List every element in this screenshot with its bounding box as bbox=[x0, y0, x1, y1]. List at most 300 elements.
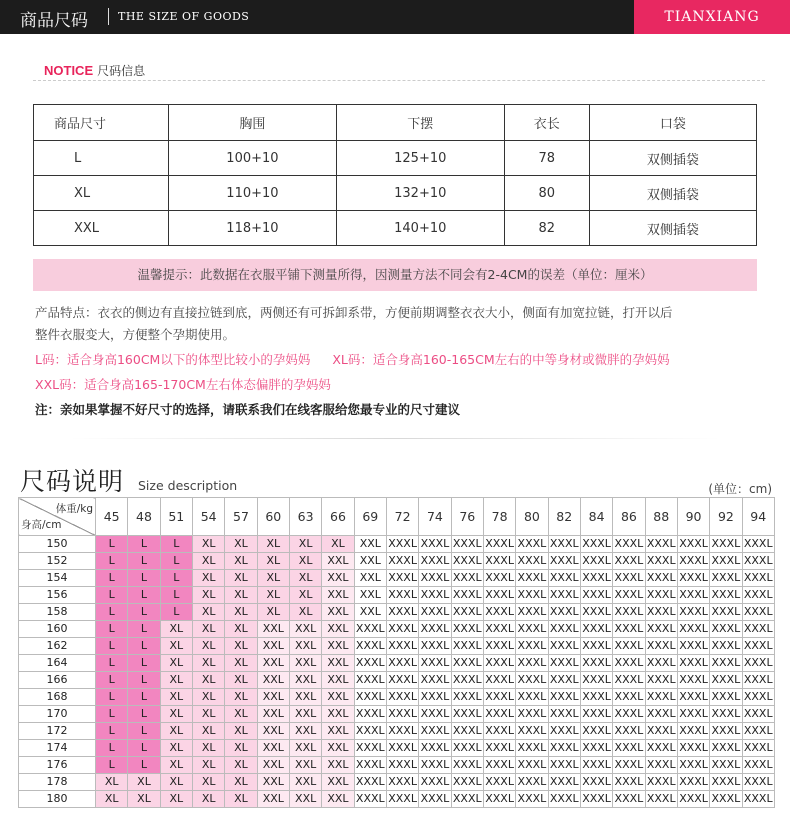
size-cell: XXXL bbox=[710, 740, 742, 757]
size-cell: XL bbox=[192, 774, 224, 791]
height-tick: 178 bbox=[19, 774, 96, 791]
size-cell: XXXL bbox=[742, 672, 774, 689]
goods-cell: 140+10 bbox=[336, 211, 504, 246]
size-cell: XL bbox=[160, 621, 192, 638]
size-cell: XXXL bbox=[354, 621, 386, 638]
size-guide-xxl: XXL码：适合身高165-170CM左右体态偏胖的孕妈妈 bbox=[35, 377, 331, 392]
size-cell: XXXL bbox=[483, 570, 515, 587]
size-advice-note: 注：亲如果掌握不好尺寸的选择，请联系我们在线客服给您最专业的尺寸建议 bbox=[35, 402, 461, 417]
size-cell: XXXL bbox=[645, 621, 677, 638]
size-cell: XXXL bbox=[645, 689, 677, 706]
size-cell: L bbox=[96, 553, 128, 570]
chart-row bbox=[19, 774, 775, 791]
chart-row bbox=[19, 757, 775, 774]
goods-cell: 132+10 bbox=[336, 176, 504, 211]
size-cell: XXXL bbox=[580, 655, 612, 672]
size-cell: XXXL bbox=[548, 604, 580, 621]
weight-tick: 78 bbox=[483, 498, 515, 536]
size-cell: XXXL bbox=[645, 706, 677, 723]
size-cell: L bbox=[96, 587, 128, 604]
size-cell: XXXL bbox=[354, 689, 386, 706]
size-cell: XXXL bbox=[516, 587, 548, 604]
size-cell: XXXL bbox=[645, 553, 677, 570]
size-cell: XXL bbox=[322, 638, 354, 655]
size-cell: XXL bbox=[257, 689, 289, 706]
chart-row bbox=[19, 723, 775, 740]
size-cell: XL bbox=[160, 723, 192, 740]
size-cell: XXXL bbox=[548, 774, 580, 791]
size-cell: XXL bbox=[322, 791, 354, 808]
size-cell: XXXL bbox=[451, 638, 483, 655]
size-cell: XXL bbox=[322, 604, 354, 621]
size-cell: XL bbox=[225, 740, 257, 757]
size-cell: XXL bbox=[322, 621, 354, 638]
size-cell: XXXL bbox=[483, 740, 515, 757]
weight-tick: 60 bbox=[257, 498, 289, 536]
size-cell: XXXL bbox=[613, 587, 645, 604]
size-cell: XL bbox=[192, 672, 224, 689]
size-cell: XL bbox=[225, 791, 257, 808]
size-cell: XXXL bbox=[451, 672, 483, 689]
size-cell: XXXL bbox=[516, 757, 548, 774]
goods-header-cell: 胸围 bbox=[169, 105, 337, 141]
size-cell: XXXL bbox=[677, 791, 709, 808]
size-cell: XXL bbox=[322, 672, 354, 689]
weight-tick: 66 bbox=[322, 498, 354, 536]
size-cell: XL bbox=[225, 723, 257, 740]
size-cell: XXL bbox=[289, 723, 321, 740]
size-cell: L bbox=[96, 536, 128, 553]
size-cell: XXXL bbox=[483, 587, 515, 604]
size-cell: XXXL bbox=[483, 706, 515, 723]
size-cell: XL bbox=[225, 655, 257, 672]
size-cell: XL bbox=[192, 553, 224, 570]
size-cell: XXXL bbox=[386, 791, 418, 808]
size-cell: XXXL bbox=[677, 774, 709, 791]
goods-cell: 78 bbox=[504, 141, 589, 176]
size-cell: XXL bbox=[289, 638, 321, 655]
size-cell: L bbox=[96, 740, 128, 757]
brand-badge: TIANXIANG bbox=[634, 0, 790, 34]
chart-row bbox=[19, 672, 775, 689]
weight-tick: 48 bbox=[128, 498, 160, 536]
size-cell: XXXL bbox=[451, 689, 483, 706]
size-cell: XL bbox=[192, 706, 224, 723]
size-cell: XXXL bbox=[580, 553, 612, 570]
size-cell: XXXL bbox=[516, 791, 548, 808]
weight-tick: 86 bbox=[613, 498, 645, 536]
feature-line-2: 整件衣服变大，方便整个孕期使用。 bbox=[35, 327, 236, 342]
size-cell: XL bbox=[225, 672, 257, 689]
goods-row bbox=[34, 141, 757, 176]
size-cell: XXXL bbox=[386, 706, 418, 723]
size-cell: XXL bbox=[322, 757, 354, 774]
size-cell: L bbox=[96, 604, 128, 621]
size-cell: XL bbox=[128, 774, 160, 791]
size-cell: XXXL bbox=[742, 740, 774, 757]
goods-header-cell: 下摆 bbox=[336, 105, 504, 141]
size-cell: XXXL bbox=[677, 553, 709, 570]
size-cell: XXL bbox=[289, 791, 321, 808]
size-cell: XXXL bbox=[483, 672, 515, 689]
size-cell: XL bbox=[289, 587, 321, 604]
size-cell: XXXL bbox=[548, 689, 580, 706]
size-cell: XXXL bbox=[516, 604, 548, 621]
size-cell: XXL bbox=[257, 774, 289, 791]
weight-axis-label: 体重/kg bbox=[55, 503, 93, 515]
size-cell: XXXL bbox=[742, 689, 774, 706]
size-cell: XXXL bbox=[710, 638, 742, 655]
size-cell: XL bbox=[225, 536, 257, 553]
size-cell: XL bbox=[257, 570, 289, 587]
size-cell: XXL bbox=[354, 587, 386, 604]
goods-cell: 100+10 bbox=[169, 141, 337, 176]
size-cell: XXXL bbox=[548, 740, 580, 757]
size-cell: XXXL bbox=[483, 689, 515, 706]
size-cell: XXXL bbox=[677, 672, 709, 689]
weight-tick: 51 bbox=[160, 498, 192, 536]
size-cell: XL bbox=[192, 536, 224, 553]
size-cell: XXXL bbox=[451, 706, 483, 723]
size-cell: XXXL bbox=[580, 757, 612, 774]
size-cell: L bbox=[128, 672, 160, 689]
size-cell: XXXL bbox=[451, 587, 483, 604]
size-cell: XXXL bbox=[613, 672, 645, 689]
goods-cell: 118+10 bbox=[169, 211, 337, 246]
notice-label-cn: 尺码信息 bbox=[97, 64, 146, 78]
goods-header-cell: 商品尺寸 bbox=[34, 105, 169, 141]
height-axis-label: 身高/cm bbox=[21, 519, 62, 531]
weight-tick: 72 bbox=[386, 498, 418, 536]
chart-row bbox=[19, 706, 775, 723]
size-cell: XXXL bbox=[548, 723, 580, 740]
size-cell: XXXL bbox=[451, 740, 483, 757]
size-cell: XXXL bbox=[548, 757, 580, 774]
size-cell: XXXL bbox=[354, 740, 386, 757]
size-cell: XXXL bbox=[742, 638, 774, 655]
size-cell: XXXL bbox=[613, 791, 645, 808]
size-cell: XXXL bbox=[548, 638, 580, 655]
goods-cell: XL bbox=[34, 176, 169, 211]
size-cell: XL bbox=[192, 587, 224, 604]
size-cell: XXXL bbox=[451, 774, 483, 791]
size-cell: L bbox=[96, 638, 128, 655]
size-cell: XXXL bbox=[677, 638, 709, 655]
weight-tick: 84 bbox=[580, 498, 612, 536]
goods-size-table bbox=[33, 104, 757, 246]
size-cell: L bbox=[96, 655, 128, 672]
size-cell: XL bbox=[192, 791, 224, 808]
size-cell: XXXL bbox=[548, 570, 580, 587]
page-header bbox=[0, 0, 790, 34]
size-cell: XL bbox=[160, 689, 192, 706]
size-cell: XXXL bbox=[645, 570, 677, 587]
size-cell: L bbox=[96, 621, 128, 638]
goods-cell: 80 bbox=[504, 176, 589, 211]
size-cell: XL bbox=[192, 723, 224, 740]
size-cell: XXXL bbox=[742, 791, 774, 808]
size-cell: XL bbox=[160, 774, 192, 791]
size-cell: XL bbox=[160, 655, 192, 672]
size-cell: XXXL bbox=[483, 757, 515, 774]
size-cell: XL bbox=[289, 570, 321, 587]
chart-row bbox=[19, 587, 775, 604]
size-cell: XL bbox=[225, 706, 257, 723]
size-cell: XXXL bbox=[677, 706, 709, 723]
size-cell: XXXL bbox=[483, 621, 515, 638]
size-cell: XXXL bbox=[742, 570, 774, 587]
size-cell: XXXL bbox=[677, 536, 709, 553]
size-cell: XL bbox=[322, 536, 354, 553]
size-cell: XXXL bbox=[742, 757, 774, 774]
goods-cell: XXL bbox=[34, 211, 169, 246]
goods-header-row bbox=[34, 105, 757, 141]
size-cell: XL bbox=[225, 604, 257, 621]
size-cell: XXXL bbox=[580, 604, 612, 621]
size-cell: XL bbox=[192, 604, 224, 621]
height-tick: 162 bbox=[19, 638, 96, 655]
size-cell: XXXL bbox=[677, 570, 709, 587]
size-guide-l-xl bbox=[35, 349, 670, 371]
size-cell: XXXL bbox=[580, 740, 612, 757]
height-tick: 166 bbox=[19, 672, 96, 689]
size-cell: XXL bbox=[289, 655, 321, 672]
size-cell: XXXL bbox=[645, 723, 677, 740]
size-cell: XXXL bbox=[419, 587, 451, 604]
goods-cell: 双侧插袋 bbox=[589, 211, 756, 246]
size-cell: XXL bbox=[354, 553, 386, 570]
size-cell: XL bbox=[192, 638, 224, 655]
size-cell: XXXL bbox=[710, 553, 742, 570]
size-cell: XXXL bbox=[548, 553, 580, 570]
size-cell: XXXL bbox=[677, 689, 709, 706]
size-cell: XL bbox=[192, 757, 224, 774]
size-cell: XXXL bbox=[580, 621, 612, 638]
goods-cell: 82 bbox=[504, 211, 589, 246]
height-tick: 158 bbox=[19, 604, 96, 621]
size-cell: XXXL bbox=[419, 723, 451, 740]
size-cell: XXXL bbox=[613, 723, 645, 740]
goods-cell: 110+10 bbox=[169, 176, 337, 211]
size-cell: L bbox=[160, 587, 192, 604]
goods-row bbox=[34, 176, 757, 211]
size-cell: XL bbox=[192, 689, 224, 706]
size-cell: XL bbox=[192, 655, 224, 672]
chart-corner bbox=[19, 498, 96, 536]
size-cell: XXXL bbox=[516, 638, 548, 655]
size-cell: XXXL bbox=[613, 553, 645, 570]
size-cell: XXL bbox=[289, 689, 321, 706]
size-cell: XXXL bbox=[451, 791, 483, 808]
size-cell: XXXL bbox=[386, 723, 418, 740]
size-cell: XL bbox=[160, 638, 192, 655]
size-cell: XXXL bbox=[386, 757, 418, 774]
size-cell: L bbox=[128, 604, 160, 621]
weight-tick: 92 bbox=[710, 498, 742, 536]
size-cell: XXXL bbox=[516, 621, 548, 638]
size-cell: XXXL bbox=[645, 655, 677, 672]
size-cell: XXXL bbox=[548, 672, 580, 689]
size-cell: XXXL bbox=[645, 740, 677, 757]
size-cell: XXL bbox=[322, 723, 354, 740]
size-chart bbox=[18, 497, 775, 808]
size-cell: XXL bbox=[257, 638, 289, 655]
size-desc-title-cn: 尺码说明 bbox=[20, 467, 125, 496]
size-cell: XXXL bbox=[580, 689, 612, 706]
chart-row bbox=[19, 655, 775, 672]
size-cell: XXXL bbox=[483, 536, 515, 553]
size-cell: XXXL bbox=[580, 774, 612, 791]
size-cell: XXXL bbox=[742, 536, 774, 553]
size-cell: XXXL bbox=[419, 570, 451, 587]
size-cell: XL bbox=[192, 621, 224, 638]
weight-tick: 90 bbox=[677, 498, 709, 536]
size-cell: XXXL bbox=[419, 706, 451, 723]
size-cell: XXXL bbox=[516, 723, 548, 740]
size-cell: XXXL bbox=[710, 570, 742, 587]
goods-cell: L bbox=[34, 141, 169, 176]
size-guide-l: L码：适合身高160CM以下的体型比较小的孕妈妈 bbox=[35, 352, 311, 367]
size-cell: L bbox=[128, 553, 160, 570]
size-cell: XXXL bbox=[677, 621, 709, 638]
size-cell: L bbox=[96, 757, 128, 774]
size-cell: XXXL bbox=[710, 621, 742, 638]
size-cell: XXXL bbox=[386, 774, 418, 791]
header-title-cn: 商品尺码 bbox=[20, 11, 88, 31]
size-cell: XXXL bbox=[516, 570, 548, 587]
size-cell: XL bbox=[257, 587, 289, 604]
size-cell: L bbox=[128, 740, 160, 757]
size-cell: XXXL bbox=[516, 774, 548, 791]
height-tick: 164 bbox=[19, 655, 96, 672]
height-tick: 152 bbox=[19, 553, 96, 570]
size-cell: L bbox=[96, 706, 128, 723]
weight-tick: 63 bbox=[289, 498, 321, 536]
size-cell: XXXL bbox=[419, 536, 451, 553]
size-cell: XXXL bbox=[645, 791, 677, 808]
size-cell: XL bbox=[96, 791, 128, 808]
size-cell: L bbox=[128, 723, 160, 740]
size-cell: XXL bbox=[322, 774, 354, 791]
size-cell: XXXL bbox=[613, 740, 645, 757]
chart-row bbox=[19, 689, 775, 706]
notice-label-en: NOTICE bbox=[44, 63, 94, 78]
size-cell: XXL bbox=[257, 672, 289, 689]
size-cell: XXXL bbox=[677, 723, 709, 740]
size-cell: XXXL bbox=[516, 655, 548, 672]
size-cell: XL bbox=[225, 689, 257, 706]
measurement-tip: 温馨提示：此数据在衣服平铺下测量所得，因测量方法不同会有2-4CM的误差（单位：厘米） bbox=[33, 259, 757, 291]
goods-cell: 双侧插袋 bbox=[589, 141, 756, 176]
size-cell: XXXL bbox=[613, 706, 645, 723]
size-cell: XXL bbox=[257, 655, 289, 672]
size-cell: XXL bbox=[257, 740, 289, 757]
chart-header-row bbox=[19, 498, 775, 536]
weight-tick: 80 bbox=[516, 498, 548, 536]
size-cell: L bbox=[128, 655, 160, 672]
size-cell: XXL bbox=[289, 621, 321, 638]
feature-line-1: 产品特点：衣衣的侧边有直接拉链到底，两侧还有可拆卸系带，方便前期调整衣衣大小，侧面有加宽拉链，打开以后 bbox=[35, 305, 673, 320]
size-cell: XXXL bbox=[742, 621, 774, 638]
size-cell: L bbox=[96, 723, 128, 740]
size-cell: XXXL bbox=[645, 587, 677, 604]
height-tick: 160 bbox=[19, 621, 96, 638]
size-cell: XXL bbox=[354, 536, 386, 553]
size-cell: XXL bbox=[322, 689, 354, 706]
size-cell: XXL bbox=[289, 672, 321, 689]
chart-row bbox=[19, 553, 775, 570]
size-cell: L bbox=[160, 536, 192, 553]
size-cell: XXXL bbox=[386, 638, 418, 655]
size-cell: XL bbox=[289, 604, 321, 621]
size-cell: XL bbox=[257, 604, 289, 621]
size-cell: XXXL bbox=[677, 587, 709, 604]
size-cell: XXXL bbox=[613, 757, 645, 774]
size-cell: XXXL bbox=[742, 706, 774, 723]
size-cell: L bbox=[128, 621, 160, 638]
size-cell: XXXL bbox=[742, 553, 774, 570]
size-cell: XXXL bbox=[613, 604, 645, 621]
weight-tick: 94 bbox=[742, 498, 774, 536]
size-cell: XL bbox=[192, 740, 224, 757]
size-cell: XL bbox=[225, 774, 257, 791]
weight-tick: 57 bbox=[225, 498, 257, 536]
size-cell: L bbox=[96, 570, 128, 587]
size-cell: XXXL bbox=[548, 621, 580, 638]
size-cell: XXL bbox=[322, 740, 354, 757]
size-cell: XL bbox=[160, 740, 192, 757]
size-cell: XXL bbox=[289, 774, 321, 791]
size-cell: XXXL bbox=[580, 672, 612, 689]
size-desc-title-en: Size description bbox=[138, 478, 238, 493]
size-cell: XXXL bbox=[483, 638, 515, 655]
size-cell: XXXL bbox=[516, 740, 548, 757]
size-cell: XXXL bbox=[710, 774, 742, 791]
size-cell: XXXL bbox=[613, 570, 645, 587]
size-cell: XXXL bbox=[742, 587, 774, 604]
size-cell: XXXL bbox=[613, 774, 645, 791]
size-cell: XXXL bbox=[613, 638, 645, 655]
size-cell: XXXL bbox=[548, 706, 580, 723]
size-cell: XXXL bbox=[419, 791, 451, 808]
size-cell: XXXL bbox=[483, 655, 515, 672]
goods-header-cell: 口袋 bbox=[589, 105, 756, 141]
notice-divider bbox=[33, 80, 765, 81]
size-cell: XL bbox=[128, 791, 160, 808]
size-cell: XL bbox=[192, 570, 224, 587]
size-cell: XXXL bbox=[419, 621, 451, 638]
size-cell: XL bbox=[225, 570, 257, 587]
height-tick: 176 bbox=[19, 757, 96, 774]
size-cell: XXXL bbox=[548, 536, 580, 553]
height-tick: 172 bbox=[19, 723, 96, 740]
size-cell: XXXL bbox=[613, 621, 645, 638]
size-cell: XXXL bbox=[419, 740, 451, 757]
size-cell: XXXL bbox=[419, 655, 451, 672]
size-cell: XXXL bbox=[386, 655, 418, 672]
size-cell: XXXL bbox=[386, 553, 418, 570]
size-cell: L bbox=[128, 587, 160, 604]
size-cell: XXL bbox=[257, 621, 289, 638]
size-cell: XXXL bbox=[580, 723, 612, 740]
chart-row bbox=[19, 604, 775, 621]
size-cell: XXXL bbox=[742, 655, 774, 672]
size-cell: L bbox=[128, 689, 160, 706]
size-cell: XXXL bbox=[613, 536, 645, 553]
size-cell: XXXL bbox=[710, 723, 742, 740]
size-cell: XXXL bbox=[354, 672, 386, 689]
size-cell: XL bbox=[225, 553, 257, 570]
